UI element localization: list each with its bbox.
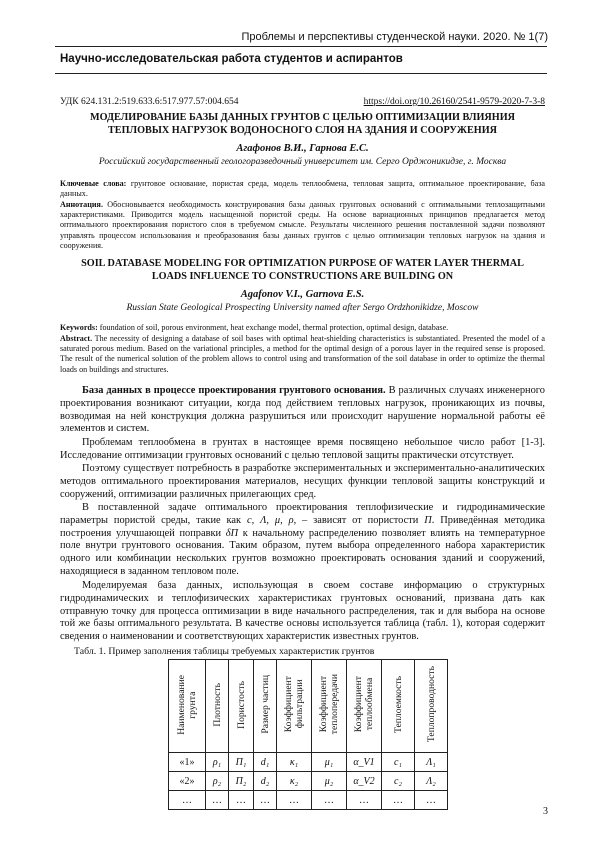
table-row [169, 772, 448, 791]
table-cell: c₂ [382, 772, 415, 791]
table-header-cell [206, 660, 229, 753]
table-cell: μ₂ [312, 772, 347, 791]
table-header-cell [229, 660, 254, 753]
table-cell: … [206, 791, 229, 810]
ru-affiliation: Российский государственный геологоразведочный университет им. Серго Орджоникидзе, г. Москва [98, 157, 507, 167]
en-title-line: LOADS INFLUENCE TO CONSTRUCTIONS ARE BUILDING ON [151, 270, 454, 282]
header-label: Теплоемкость [392, 676, 404, 733]
en-authors: Agafonov V.I., Garnova E.S. [240, 289, 365, 300]
table-header-cell [415, 660, 448, 753]
table-cell: α_V2 [347, 772, 382, 791]
table-header-cell [347, 660, 382, 753]
ru-abstract [60, 200, 545, 251]
table-cell: «2» [169, 772, 206, 791]
table-cell: … [169, 791, 206, 810]
soil-table [168, 659, 448, 810]
en-title [60, 258, 545, 283]
formula-porosity: П [424, 514, 432, 526]
body-paragraph-4 [60, 502, 545, 579]
formula-params: c, Λ, μ, ρ [246, 514, 294, 526]
ru-authors: Агафонов В.И., Гарнова Е.С. [236, 143, 369, 154]
body-paragraph-5: Моделируемая база данных, использующая в своем составе информацию о структурных гидродинамических и теплофизических характеристиках грунтовых оснований, призвана дать как отправную точку для процесса оптимизации в виде начального распределения, так и для выбора на основе той же базы оптимального результата. В качестве основы используется таблица (табл. 1), которая содержит сведения о наименовании и соответствующих характеристик известных грунтов. [60, 580, 545, 643]
table-cell: … [254, 791, 277, 810]
header-label: Размер частиц [259, 675, 271, 734]
table-cell: … [382, 791, 415, 810]
table-cell: Λ₂ [415, 772, 448, 791]
ru-abstract-label: Аннотация. [60, 200, 103, 209]
ru-keywords-label: Ключевые слова: [60, 179, 127, 188]
ru-keywords-text: грунтовое основание, пористая среда, модель теплообмена, тепловая защита, оптимальное проектирование, база данных. [60, 179, 546, 199]
page-number: 3 [543, 806, 548, 817]
table-row [169, 791, 448, 810]
table-cell: … [347, 791, 382, 810]
ru-keywords [60, 179, 545, 199]
table-header-cell [254, 660, 277, 753]
table-header-cell [312, 660, 347, 753]
ru-title [60, 112, 545, 137]
table-cell: ρ₂ [206, 772, 229, 791]
en-abstract [60, 334, 545, 375]
paragraph-text: . Приведённая методика построения улучшающей поправки [60, 514, 545, 539]
table-cell: П₁ [229, 753, 254, 772]
ru-title-line: МОДЕЛИРОВАНИЕ БАЗЫ ДАННЫХ ГРУНТОВ С ЦЕЛЬЮ ОПТИМИЗАЦИИ ВЛИЯНИЯ [89, 112, 515, 123]
en-keywords-label: Keywords: [60, 323, 98, 332]
doi-link[interactable]: https://doi.org/10.26160/2541-9579-2020-7-3-8 [363, 97, 545, 107]
en-keywords [60, 323, 545, 333]
section-title: Научно-исследовательская работа студентов и аспирантов [60, 53, 403, 65]
table-cell: … [277, 791, 312, 810]
paragraph-text: В различных случаях инженерного проектирования возникают ситуации, когда под действием тепловых нагрузок, проникающих из почвы, возводимая на ней конструкция должна разрушиться или происходит нарушение нормальной работы её элементов и систем. [60, 385, 545, 435]
section-rule [55, 73, 547, 74]
table-cell: d₂ [254, 772, 277, 791]
running-title: Проблемы и перспективы студенческой науки. 2020. № 1(7) [241, 31, 548, 43]
table-header-cell [382, 660, 415, 753]
header-label: Коэффициент теплообмена [353, 676, 375, 733]
article-meta [60, 97, 545, 107]
table-cell: … [229, 791, 254, 810]
table-cell: α_V1 [347, 753, 382, 772]
udk: УДК 624.131.2:519.633.6:517.977.57:004.654 [60, 97, 239, 107]
paragraph-text: к начальному распределению позволяет влиять на температурное поле внутри грунтового основания. Таким образом, путем выбора определенного набора характеристик одного или комбинации нескольких грунтов возможно проектировать основания зданий и сооружений, находящиеся в заданном тепловом поле. [60, 527, 545, 577]
table-cell: κ₁ [277, 753, 312, 772]
table-cell: μ₁ [312, 753, 347, 772]
ru-abstract-text: Обосновывается необходимость конструирования базы данных грунтовых оснований с оптимальными теплозащитными характеристиками. Приводится модель насыщенной пористой среды. На основе вариационных принципов предлагается метод оптимального проектирования пористого слоя в требуемом смысле. Результаты численного решения поставленной задачи позволяют управлять процессом использования и преобразования базы данных грунтов с целью оптимизации тепловых нагрузок на здания и сооружения. [60, 200, 545, 250]
table-header-cell [169, 660, 206, 753]
table-caption: Табл. 1. Пример заполнения таблицы требуемых характеристик грунтов [74, 646, 375, 657]
body-paragraph-1 [60, 385, 545, 436]
table-cell: ρ₁ [206, 753, 229, 772]
header-label: Коэффициент фильтрации [283, 676, 305, 733]
paragraph-text: В поставленной задаче оптимального проектирования теплофизические и гидродинамические параметры пористой среды, такие как [60, 502, 545, 526]
en-affiliation: Russian State Geological Prospecting University named after Sergo Ordzhonikidze, Moscow [126, 303, 479, 313]
en-abstract-label: Abstract. [60, 334, 93, 343]
en-title-line: SOIL DATABASE MODELING FOR OPTIMIZATION PURPOSE OF WATER LAYER THERMAL [81, 258, 524, 269]
header-rule [55, 46, 547, 47]
table-cell: κ₂ [277, 772, 312, 791]
en-abstract-text: The necessity of designing a database of soil bases with optimal heat-shielding characteristics is substantiated. Presented the model of a saturated porous medium. Based on the variational principles, a method for the optimal design of a porous layer in the required sense is proposed. The result of the numerical solution of the problem allows to control using and transformation of the soil database in order to optimize the thermal loads on buildings and structures. [60, 334, 545, 374]
table-cell: «1» [169, 753, 206, 772]
table-header-cell [277, 660, 312, 753]
en-keywords-text: foundation of soil, porous environment, heat exchange model, thermal protection, optimal design, database. [99, 323, 449, 332]
body-paragraph-3: Поэтому существует потребность в разработке экспериментальных и экспериментально-аналитических методов оптимального проектирования материалов, несущих функции тепловой защиты конструкций и сооружений, оптимизации различных прилегающих сред. [60, 463, 545, 500]
table-cell: d₁ [254, 753, 277, 772]
header-label: Пористость [235, 680, 247, 729]
table-cell: c₁ [382, 753, 415, 772]
table-row [169, 753, 448, 772]
subsection-heading: База данных в процессе проектирования грунтового основания. [82, 385, 386, 396]
paragraph-text: , – зависят от пористости [293, 514, 419, 526]
ru-title-line: ТЕПЛОВЫХ НАГРУЗОК ВОДОНОСНОГО СЛОЯ НА ЗДАНИЯ И СООРУЖЕНИЯ [108, 124, 497, 136]
table-header-row [169, 660, 448, 753]
header-label: Коэффициент теплопередачи [318, 674, 340, 735]
table-cell: … [312, 791, 347, 810]
formula-delta: δП [225, 527, 239, 539]
table-cell: П₂ [229, 772, 254, 791]
table-cell: Λ₁ [415, 753, 448, 772]
header-label: Плотность [211, 682, 223, 727]
header-label: Наименование грунта [176, 674, 198, 735]
body-paragraph-2: Проблемам теплообмена в грунтах в настоящее время посвящено небольшое число работ [1-3]. Исследование оптимизации грунтовых оснований с целью тепловой защиты практически отсутствует. [60, 437, 545, 461]
table-cell: … [415, 791, 448, 810]
header-label: Теплопроводность [425, 666, 437, 743]
